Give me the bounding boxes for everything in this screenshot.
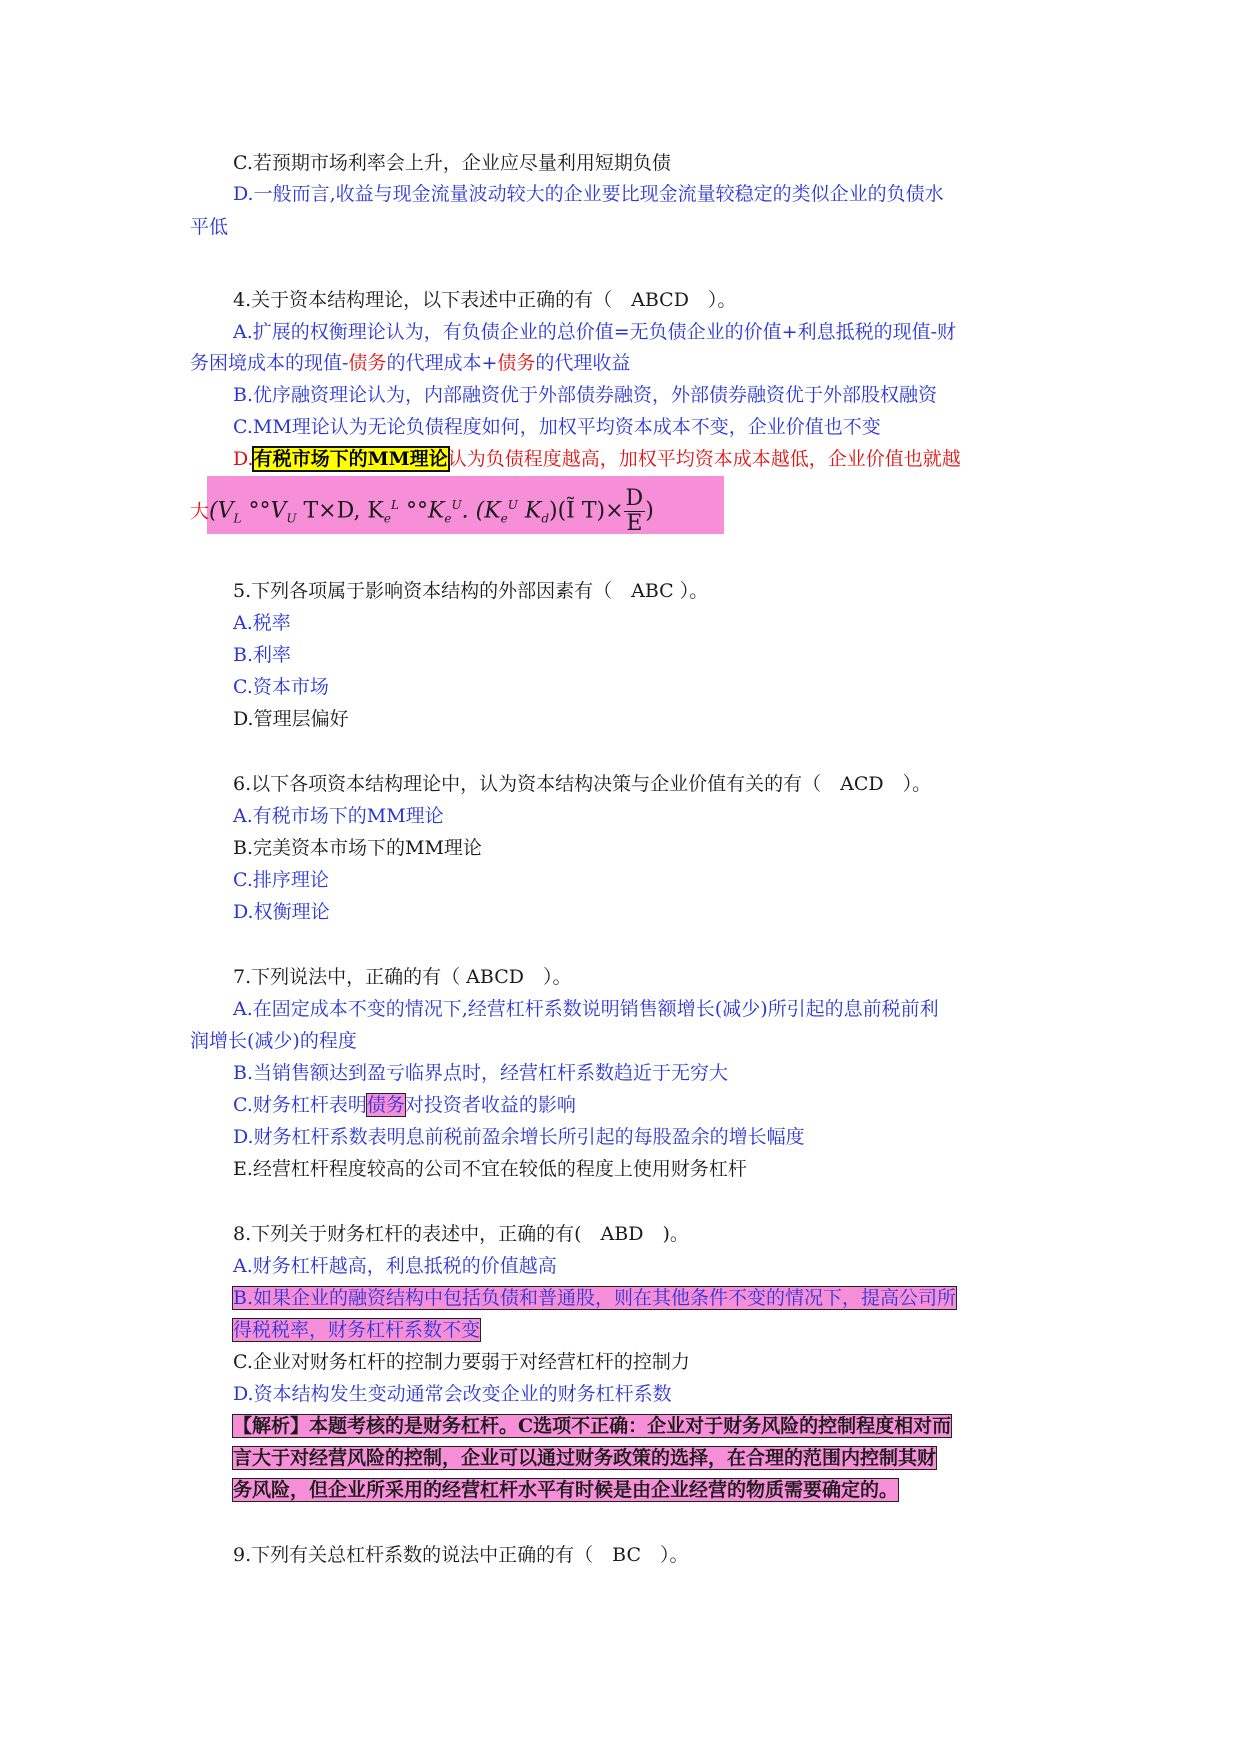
q6-option-b: B.完美资本市场下的MM理论	[233, 837, 482, 859]
q8-analysis-line2: 言大于对经营风险的控制，企业可以通过财务政策的选择，在合理的范围内控制其财	[233, 1447, 937, 1469]
formula-denominator: E	[626, 510, 643, 536]
formula-p6: K	[517, 498, 542, 524]
q4-question: 4.关于资本结构理论，以下表述中正确的有（ ABCD ）。	[233, 289, 737, 311]
q5-option-c: C.资本市场	[233, 676, 329, 698]
q7-c-text-1: C.财务杠杆表明	[233, 1094, 367, 1116]
q7-option-a-line1: A.在固定成本不变的情况下,经营杠杆系数说明销售额增长(减少)所引起的息前税前利	[233, 998, 939, 1020]
q8-analysis-line3: 务风险，但企业所采用的经营杠杆水平有时候是由企业经营的物质需要确定的。	[233, 1479, 899, 1501]
q4-option-d-line1	[233, 445, 961, 473]
formula-s5: e	[500, 511, 508, 526]
formula-p8: )	[645, 498, 654, 524]
q8-option-c: C.企业对财务杠杆的控制力要弱于对经营杠杆的控制力	[233, 1351, 690, 1373]
q7-option-e: E.经营杠杆程度较高的公司不宜在较低的程度上使用财务杠杆	[233, 1158, 747, 1180]
formula-numerator: D	[625, 485, 644, 511]
q7-question: 7.下列说法中，正确的有（ ABCD ）。	[233, 966, 572, 988]
formula-sup3: L	[390, 498, 399, 512]
formula-sup5: U	[507, 498, 518, 512]
q8-analysis-line2-wrap	[233, 1444, 936, 1472]
formula-fraction	[624, 487, 646, 536]
q7-c-text-2: 对投资者收益的影响	[404, 1094, 576, 1116]
q6-option-c: C.排序理论	[233, 869, 329, 891]
q4-a-text-2: 的代理成本+	[386, 352, 498, 374]
formula-sup4: U	[451, 498, 462, 512]
formula-s3: e	[383, 511, 391, 526]
q5-option-a: A.税率	[233, 612, 291, 634]
formula-p5: . (K	[461, 498, 501, 524]
q8-analysis-line1: 【解析】本题考核的是财务杠杆。C选项不正确：企业对于财务风险的控制程度相对而	[233, 1415, 952, 1437]
formula-s2: U	[286, 511, 297, 526]
q4-d-line2-start: 大	[190, 500, 210, 523]
q8-option-b-line2: 得税税率，财务杠杆系数不变	[233, 1319, 481, 1341]
q4-d-prefix: D.	[233, 448, 254, 470]
q4-d-highlight: 有税市场下的MM理论	[253, 448, 448, 470]
q7-option-d: D.财务杠杆系数表明息前税前盈余增长所引起的每股盈余的增长幅度	[233, 1126, 805, 1148]
q7-c-debt-highlight: 债务	[366, 1094, 405, 1116]
q6-option-a: A.有税市场下的MM理论	[233, 805, 444, 827]
formula-s1: L	[233, 511, 242, 526]
q4-a-debt-1: 债务	[348, 352, 387, 374]
q3-option-d-line2: 平低	[190, 216, 229, 238]
q6-question: 6.以下各项资本结构理论中，认为资本结构决策与企业价值有关的有（ ACD ）。	[233, 773, 932, 795]
q5-question: 5.下列各项属于影响资本结构的外部因素有（ ABC ）。	[233, 580, 709, 602]
q8-option-b-line1: B.如果企业的融资结构中包括负债和普通股，则在其他条件不变的情况下，提高公司所	[233, 1287, 957, 1309]
formula-p7: )(Ĩ T)×	[549, 498, 624, 524]
q9-question: 9.下列有关总杠杆系数的说法中正确的有（ BC ）。	[233, 1544, 689, 1566]
q8-analysis-line3-wrap	[233, 1476, 898, 1504]
q8-option-a: A.财务杠杆越高，利息抵税的价值越高	[233, 1255, 557, 1277]
q4-a-text-3: 的代理收益	[535, 352, 631, 374]
q4-a-text-1: 务困境成本的现值-	[190, 352, 349, 374]
q4-a-debt-2: 债务	[497, 352, 536, 374]
formula-p4: °°K	[398, 498, 445, 524]
q8-analysis-line1-wrap	[233, 1412, 951, 1440]
q5-option-d: D.管理层偏好	[233, 708, 349, 730]
q3-option-d-line1: D.一般而言,收益与现金流量波动较大的企业要比现金流量较稳定的类似企业的负债水	[233, 183, 944, 205]
q7-option-b: B.当销售额达到盈亏临界点时，经营杠杆系数趋近于无穷大	[233, 1062, 729, 1084]
formula-p1: (V	[209, 498, 234, 524]
formula-s4: e	[444, 511, 452, 526]
q7-option-a-line2: 润增长(减少)的程度	[190, 1030, 357, 1052]
q4-formula-line	[190, 476, 654, 534]
formula-p2: °°V	[241, 498, 287, 524]
q4-option-c: C.MM理论认为无论负债程度如何，加权平均资本成本不变，企业价值也不变	[233, 416, 881, 438]
q5-option-b: B.利率	[233, 644, 292, 666]
q6-option-d: D.权衡理论	[233, 901, 330, 923]
q8-question: 8.下列关于财务杠杆的表述中，正确的有( ABD )。	[233, 1223, 689, 1245]
q8-option-b-line2-wrap	[233, 1316, 480, 1344]
q4-d-rest: 认为负债程度越高，加权平均资本成本越低，企业价值也就越	[447, 448, 961, 470]
q7-option-c	[233, 1091, 576, 1119]
q8-option-d: D.资本结构发生变动通常会改变企业的财务杠杆系数	[233, 1383, 672, 1405]
formula-s6: d	[541, 511, 549, 526]
q4-option-b: B.优序融资理论认为，内部融资优于外部债券融资，外部债券融资优于外部股权融资	[233, 384, 938, 406]
q3-option-c: C.若预期市场利率会上升，企业应尽量利用短期负债	[233, 152, 671, 174]
q4-option-a-line2	[190, 349, 630, 377]
q4-option-a-line1: A.扩展的权衡理论认为，有负债企业的总价值=无负债企业的价值+利息抵税的现值-财	[233, 321, 957, 343]
formula-p3: T×D, K	[296, 498, 384, 524]
q8-option-b-line1-wrap	[233, 1284, 956, 1312]
